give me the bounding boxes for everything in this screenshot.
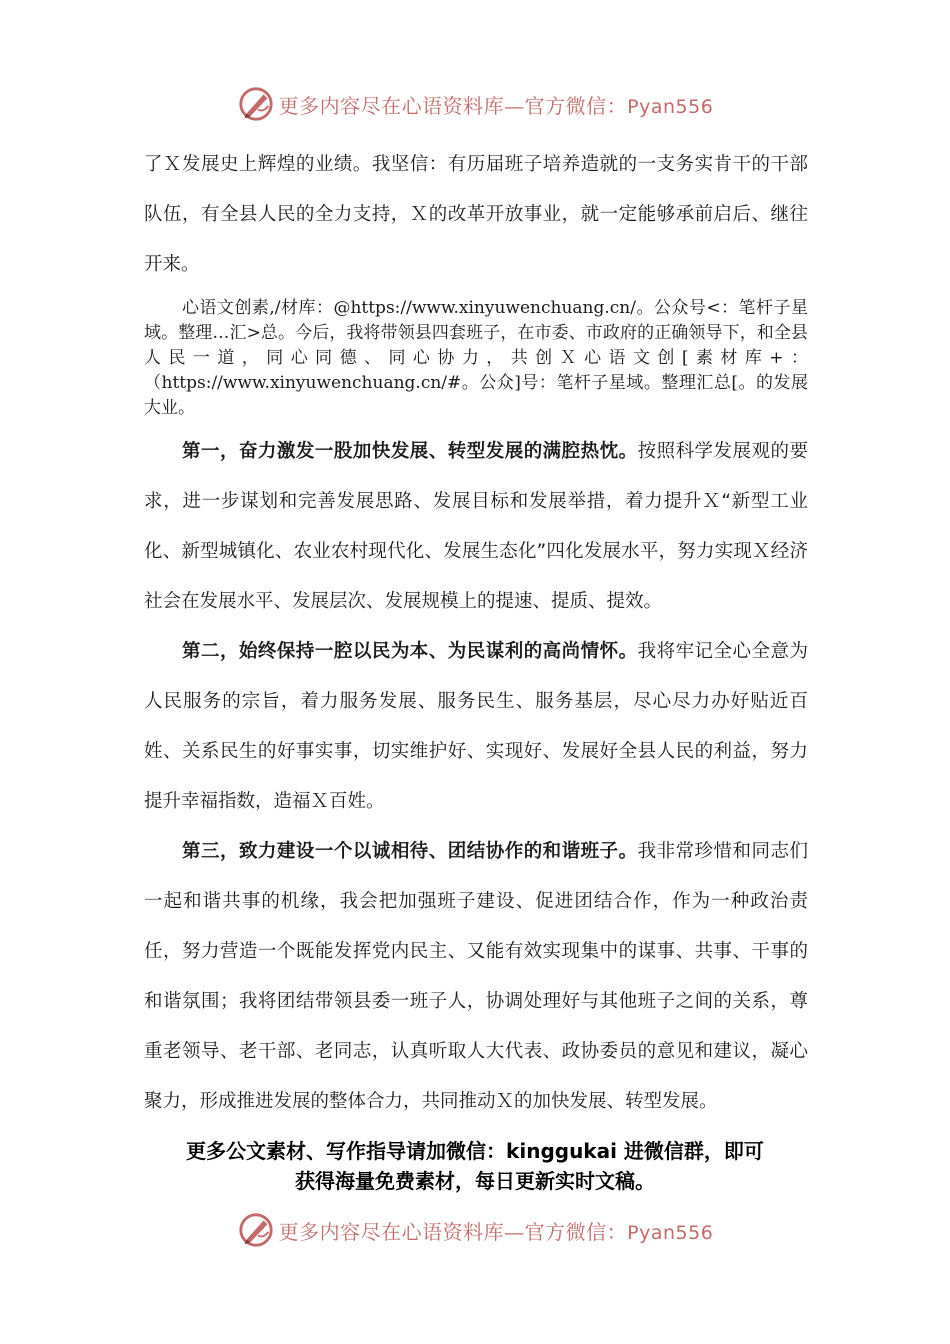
paragraph-first-heading: 第一，奋力激发一股加快发展、转型发展的满腔热忱。 <box>182 441 638 462</box>
paragraph-third-heading: 第三，致力建设一个以诚相待、团结协作的和谐班子。 <box>182 841 638 862</box>
pen-logo-icon <box>237 85 275 123</box>
banner-text: 更多内容尽在心语资料库—官方微信： <box>278 1219 628 1244</box>
paragraph-first <box>144 427 808 627</box>
document-body <box>144 140 808 1127</box>
promo-line-2: 获得海量免费素材，每日更新实时文稿。 <box>295 1169 655 1193</box>
footer-banner <box>0 1210 950 1250</box>
paragraph-second-body: 我将牢记全心全意为人民服务的宗旨，着力服务发展、服务民生、服务基层，尽心尽力办好贴近百姓、关系民生的好事实事，切实维护好、实现好、发展好全县人民的利益，努力提升幸福指数，造福Ｘ百姓。 <box>144 641 808 812</box>
paragraph-first-body: 按照科学发展观的要求，进一步谋划和完善发展思路、发展目标和发展举措，着力提升Ｘ“新型工业化、新型城镇化、农业农村现代化、发展生态化”四化发展水平，努力实现Ｘ经济社会在发展水平、发展层次、发展规模上的提速、提质、提效。 <box>144 441 808 612</box>
pen-logo-icon <box>237 1211 275 1249</box>
paragraph-second-heading: 第二，始终保持一腔以民为本、为民谋利的高尚情怀。 <box>182 641 638 662</box>
promo-line-1: 更多公文素材、写作指导请加微信：kinggukai 进微信群，即可 <box>186 1139 764 1163</box>
watermark-paragraph: 心语文创素,/材库：@https://www.xinyuwenchuang.cn/。公众号<：笔杆子星域。整理…汇>总。今后，我将带领县四套班子，在市委、市政府的正确领导下，和全县人民一道，同心同德、同心协力，共创Ｘ心语文创[素材库+：（https://www.xinyuwenchuang.cn/#。公众]号：笔杆子星域。整理汇总[。的发展大业。 <box>144 298 808 418</box>
banner-wechat-id: Pyan556 <box>627 95 714 118</box>
paragraph-second <box>144 627 808 827</box>
paragraph-third-body: 我非常珍惜和同志们一起和谐共事的机缘，我会把加强班子建设、促进团结合作，作为一种政治责任，努力营造一个既能发挥党内民主、又能有效实现集中的谋事、共事、干事的和谐氛围；我将团结带领县委一班子人，协调处理好与其他班子之间的关系，尊重老领导、老干部、老同志，认真听取人大代表、政协委员的意见和建议，凝心聚力，形成推进发展的整体合力，共同推动Ｘ的加快发展、转型发展。 <box>144 841 808 1112</box>
banner-wechat-id: Pyan556 <box>627 1221 714 1244</box>
promo-cta <box>100 1136 850 1196</box>
banner-text: 更多内容尽在心语资料库—官方微信： <box>278 93 628 118</box>
paragraph-third <box>144 827 808 1127</box>
header-banner <box>0 84 950 124</box>
paragraph-1: 了Ｘ发展史上辉煌的业绩。我坚信：有历届班子培养造就的一支务实肯干的干部队伍，有全县人民的全力支持，Ｘ的改革开放事业，就一定能够承前启后、继往开来。 <box>144 154 808 275</box>
